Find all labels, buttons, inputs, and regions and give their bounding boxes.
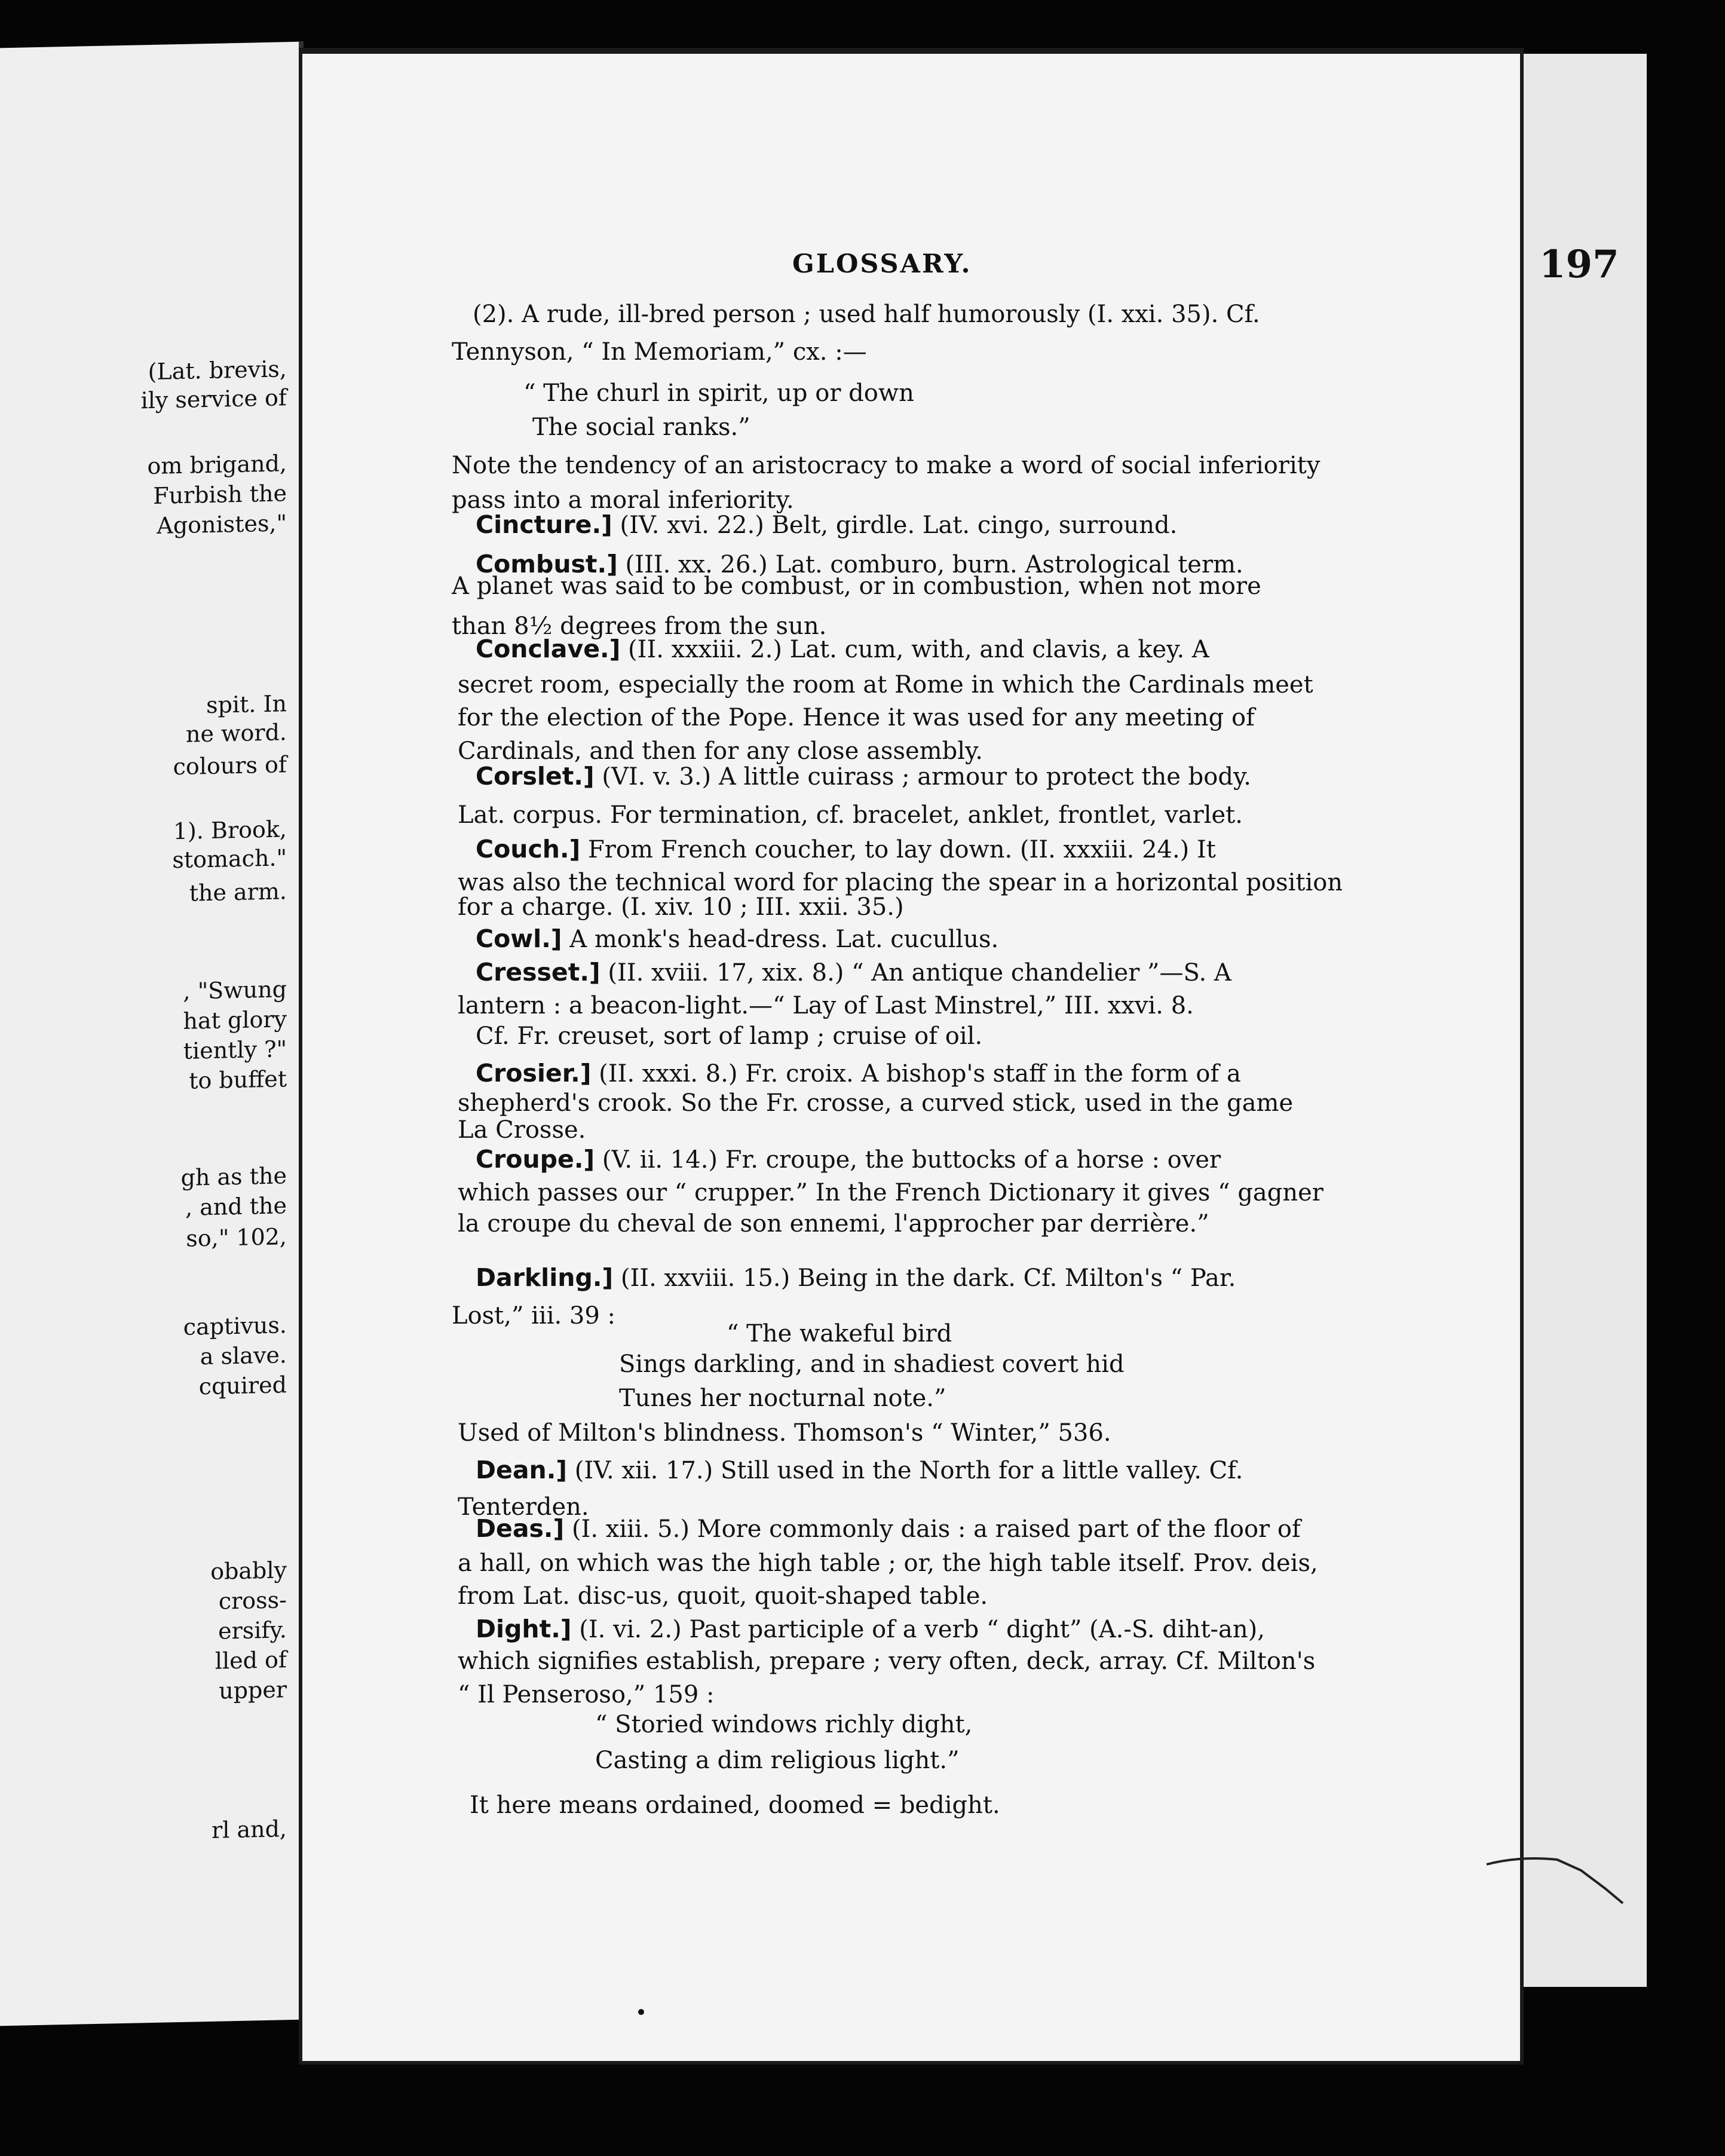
entry-line [619,1383,946,1414]
entry-text: The social ranks.” [532,414,750,441]
headword: Conclave.] [476,635,621,663]
headword: Croupe.] [476,1145,595,1174]
entry-text: (II. xxviii. 15.) Being in the dark. Cf. Milton's “ Par. [613,1264,1236,1292]
entry-line [523,378,914,409]
left-page-fragment: , and the [185,1192,287,1221]
left-page-fragment: stomach." [172,844,287,874]
entry-line-headword [476,834,1216,865]
entry-text: Tenterden. [458,1493,589,1521]
left-page-fragment: ily service of [140,384,287,414]
entry-text: It here means ordained, doomed = bedight. [470,1791,1000,1819]
left-page-fragment: upper [219,1676,287,1704]
headword: Dean.] [476,1456,568,1484]
headword: Deas.] [476,1514,565,1543]
running-head: GLOSSARY. [792,249,972,279]
left-page-fragment: colours of [173,751,287,780]
entry-text: Casting a dim religious light.” [595,1747,960,1774]
entry-text: Lost,” iii. 39 : [452,1302,616,1330]
entry-line [619,1349,1125,1380]
headword: Cincture.] [476,510,612,539]
left-page-fragment: , "Swung [183,976,287,1004]
entry-text: Cardinals, and then for any close assembly. [458,737,983,765]
entry-line [458,1548,1318,1579]
left-page-fragment: cquired [198,1371,287,1400]
left-page-fragment: cross- [218,1587,287,1615]
entry-line-headword [476,957,1231,988]
entry-text: (I. xiii. 5.) More commonly dais : a raised part of the floor of [564,1515,1301,1543]
left-page-fragment: hat glory [183,1006,287,1034]
left-page-text [0,42,299,2026]
entry-line [476,1021,982,1052]
left-page-fragment: rl and, [212,1815,287,1843]
left-page-fragment: ersify. [218,1616,287,1644]
entry-text: Note the tendency of an aristocracy to make a word of social inferiority [452,452,1320,479]
entry-text: (II. xxxi. 8.) Fr. croix. A bishop's staff in the form of a [591,1060,1241,1088]
entry-text: “ The churl in spirit, up or down [523,379,914,407]
entry-text: from Lat. disc-us, quoit, quoit-shaped table. [458,1582,988,1610]
entry-text: Cf. Fr. creuset, sort of lamp ; cruise of oil. [476,1022,983,1050]
entry-text: (I. vi. 2.) Past participle of a verb “ dight” (A.-S. diht-an), [571,1616,1265,1643]
entry-text: Lat. corpus. For termination, cf. bracelet, anklet, frontlet, varlet. [458,801,1243,829]
left-page-fragment: lled of [215,1646,287,1674]
entry-text: a hall, on which was the high table ; or, the high table itself. Prov. deis, [458,1549,1318,1577]
entry-line [458,1177,1323,1208]
entry-line-headword [476,923,998,955]
entry-text: lantern : a beacon-light.—“ Lay of Last Minstrel,” III. xxvi. 8. [458,992,1194,1019]
entry-text: shepherd's crook. So the Fr. crosse, a curved stick, used in the game [458,1089,1294,1117]
entry-line [727,1318,952,1349]
entry-line [470,1790,1000,1821]
page-number: 197 [1539,242,1619,287]
headword: Cresset.] [476,958,600,987]
entry-text: La Crosse. [458,1116,586,1144]
entry-line [595,1745,960,1776]
entry-text: for the election of the Pope. Hence it was used for any meeting of [458,704,1255,731]
left-page-fragment: (Lat. brevis, [148,356,287,385]
entry-text: la croupe du cheval de son ennemi, l'approcher par derrière.” [458,1210,1209,1238]
entry-text: A monk's head-dress. Lat. cucullus. [562,926,999,953]
entry-line [458,800,1243,831]
entry-line [458,1208,1209,1239]
headword: Dight.] [476,1615,572,1643]
headword: Darkling.] [476,1263,614,1292]
entry-line [452,450,1320,481]
entry-line-headword [476,509,1177,541]
entry-line [458,990,1194,1021]
entry-text: which signifies establish, prepare ; very often, deck, array. Cf. Milton's [458,1647,1316,1675]
entry-line-headword [476,1613,1265,1645]
entry-line [452,1300,615,1331]
entry-text: for a charge. (I. xiv. 10 ; III. xxii. 35.) [458,893,904,921]
entry-line [473,299,1260,330]
entry-text: (V. ii. 14.) Fr. croupe, the buttocks of a horse : over [595,1146,1221,1174]
speck-mark [638,2009,644,2015]
entry-text: (2). A rude, ill-bred person ; used half humorously (I. xxi. 35). Cf. [473,301,1260,328]
entry-text: (III. xx. 26.) Lat. comburo, burn. Astrological term. [617,551,1243,578]
entry-line [458,702,1255,733]
entry-text: From French coucher, to lay down. (II. xxxiii. 24.) It [580,836,1216,863]
entry-line-headword [476,1513,1301,1545]
entry-text: secret room, especially the room at Rome in which the Cardinals meet [458,671,1313,699]
entry-line-headword [476,1058,1241,1089]
entry-text: Used of Milton's blindness. Thomson's “ Winter,” 536. [458,1419,1111,1447]
pencil-mark [1485,1852,1629,1906]
entry-text: than 8½ degrees from the sun. [452,612,827,640]
entry-text: which passes our “ crupper.” In the French Dictionary it gives “ gagner [458,1179,1323,1206]
entry-line [458,1114,586,1146]
left-page-fragment: Agonistes," [157,510,287,539]
headword: Crosier.] [476,1059,592,1088]
entry-line [458,892,904,923]
headword: Couch.] [476,835,581,863]
entry-text: (IV. xii. 17.) Still used in the North for a little valley. Cf. [567,1457,1243,1484]
entry-text: “ Il Penseroso,” 159 : [458,1681,715,1708]
entry-text: A planet was said to be combust, or in combustion, when not more [452,572,1261,600]
entry-line-headword [476,1262,1236,1294]
left-page-fragment: ne word. [185,719,287,748]
left-page-fragment: tiently ?" [183,1036,287,1064]
entry-text: was also the technical word for placing the spear in a horizontal position [458,869,1343,896]
entry-line-headword [476,1454,1243,1486]
entry-line [458,1417,1111,1448]
left-page-fragment: captivus. [183,1312,287,1340]
entry-text: (VI. v. 3.) A little cuirass ; armour to protect the body. [594,763,1251,791]
left-page-fragment: obably [210,1557,287,1585]
entry-line [452,571,1261,602]
left-page-fragment: Furbish the [153,480,287,509]
entry-line [458,1581,988,1612]
entry-line [595,1709,972,1740]
left-page-fragment: a slave. [200,1342,287,1370]
entry-line [452,336,867,368]
entry-line-headword [476,633,1209,665]
entry-text: (IV. xvi. 22.) Belt, girdle. Lat. cingo, surround. [612,512,1178,539]
entry-text: pass into a moral inferiority. [452,486,794,514]
entry-text: “ The wakeful bird [727,1320,952,1348]
left-page-fragment: to buffet [189,1065,287,1094]
left-page-fragment: spit. In [206,690,287,719]
entry-text: (II. xviii. 17, xix. 8.) “ An antique chandelier ”—S. A [600,959,1231,987]
entry-line [458,669,1313,700]
left-page-fragment: om brigand, [147,450,287,480]
entry-text: Tunes her nocturnal note.” [619,1385,946,1412]
entry-line-headword [476,1144,1221,1175]
entry-text: (II. xxxiii. 2.) Lat. cum, with, and clavis, a key. A [620,636,1209,663]
entry-text: Sings darkling, and in shadiest covert hid [619,1350,1125,1378]
entry-line [458,1679,714,1710]
headword: Combust.] [476,550,618,578]
entry-line-headword [476,761,1251,792]
headword: Corslet.] [476,762,595,791]
entry-text: Tennyson, “ In Memoriam,” cx. :— [452,338,867,366]
entry-text: “ Storied windows richly dight, [595,1711,973,1738]
left-page-fragment: the arm. [189,878,287,906]
left-page-fragment: gh as the [180,1162,287,1191]
entry-line [532,412,750,443]
left-page-fragment: so," 102, [186,1223,287,1252]
left-page-fragment: 1). Brook, [173,816,287,845]
entry-line [458,1646,1315,1677]
headword: Cowl.] [476,924,562,953]
left-page [0,42,304,2026]
right-page [299,48,1619,2065]
